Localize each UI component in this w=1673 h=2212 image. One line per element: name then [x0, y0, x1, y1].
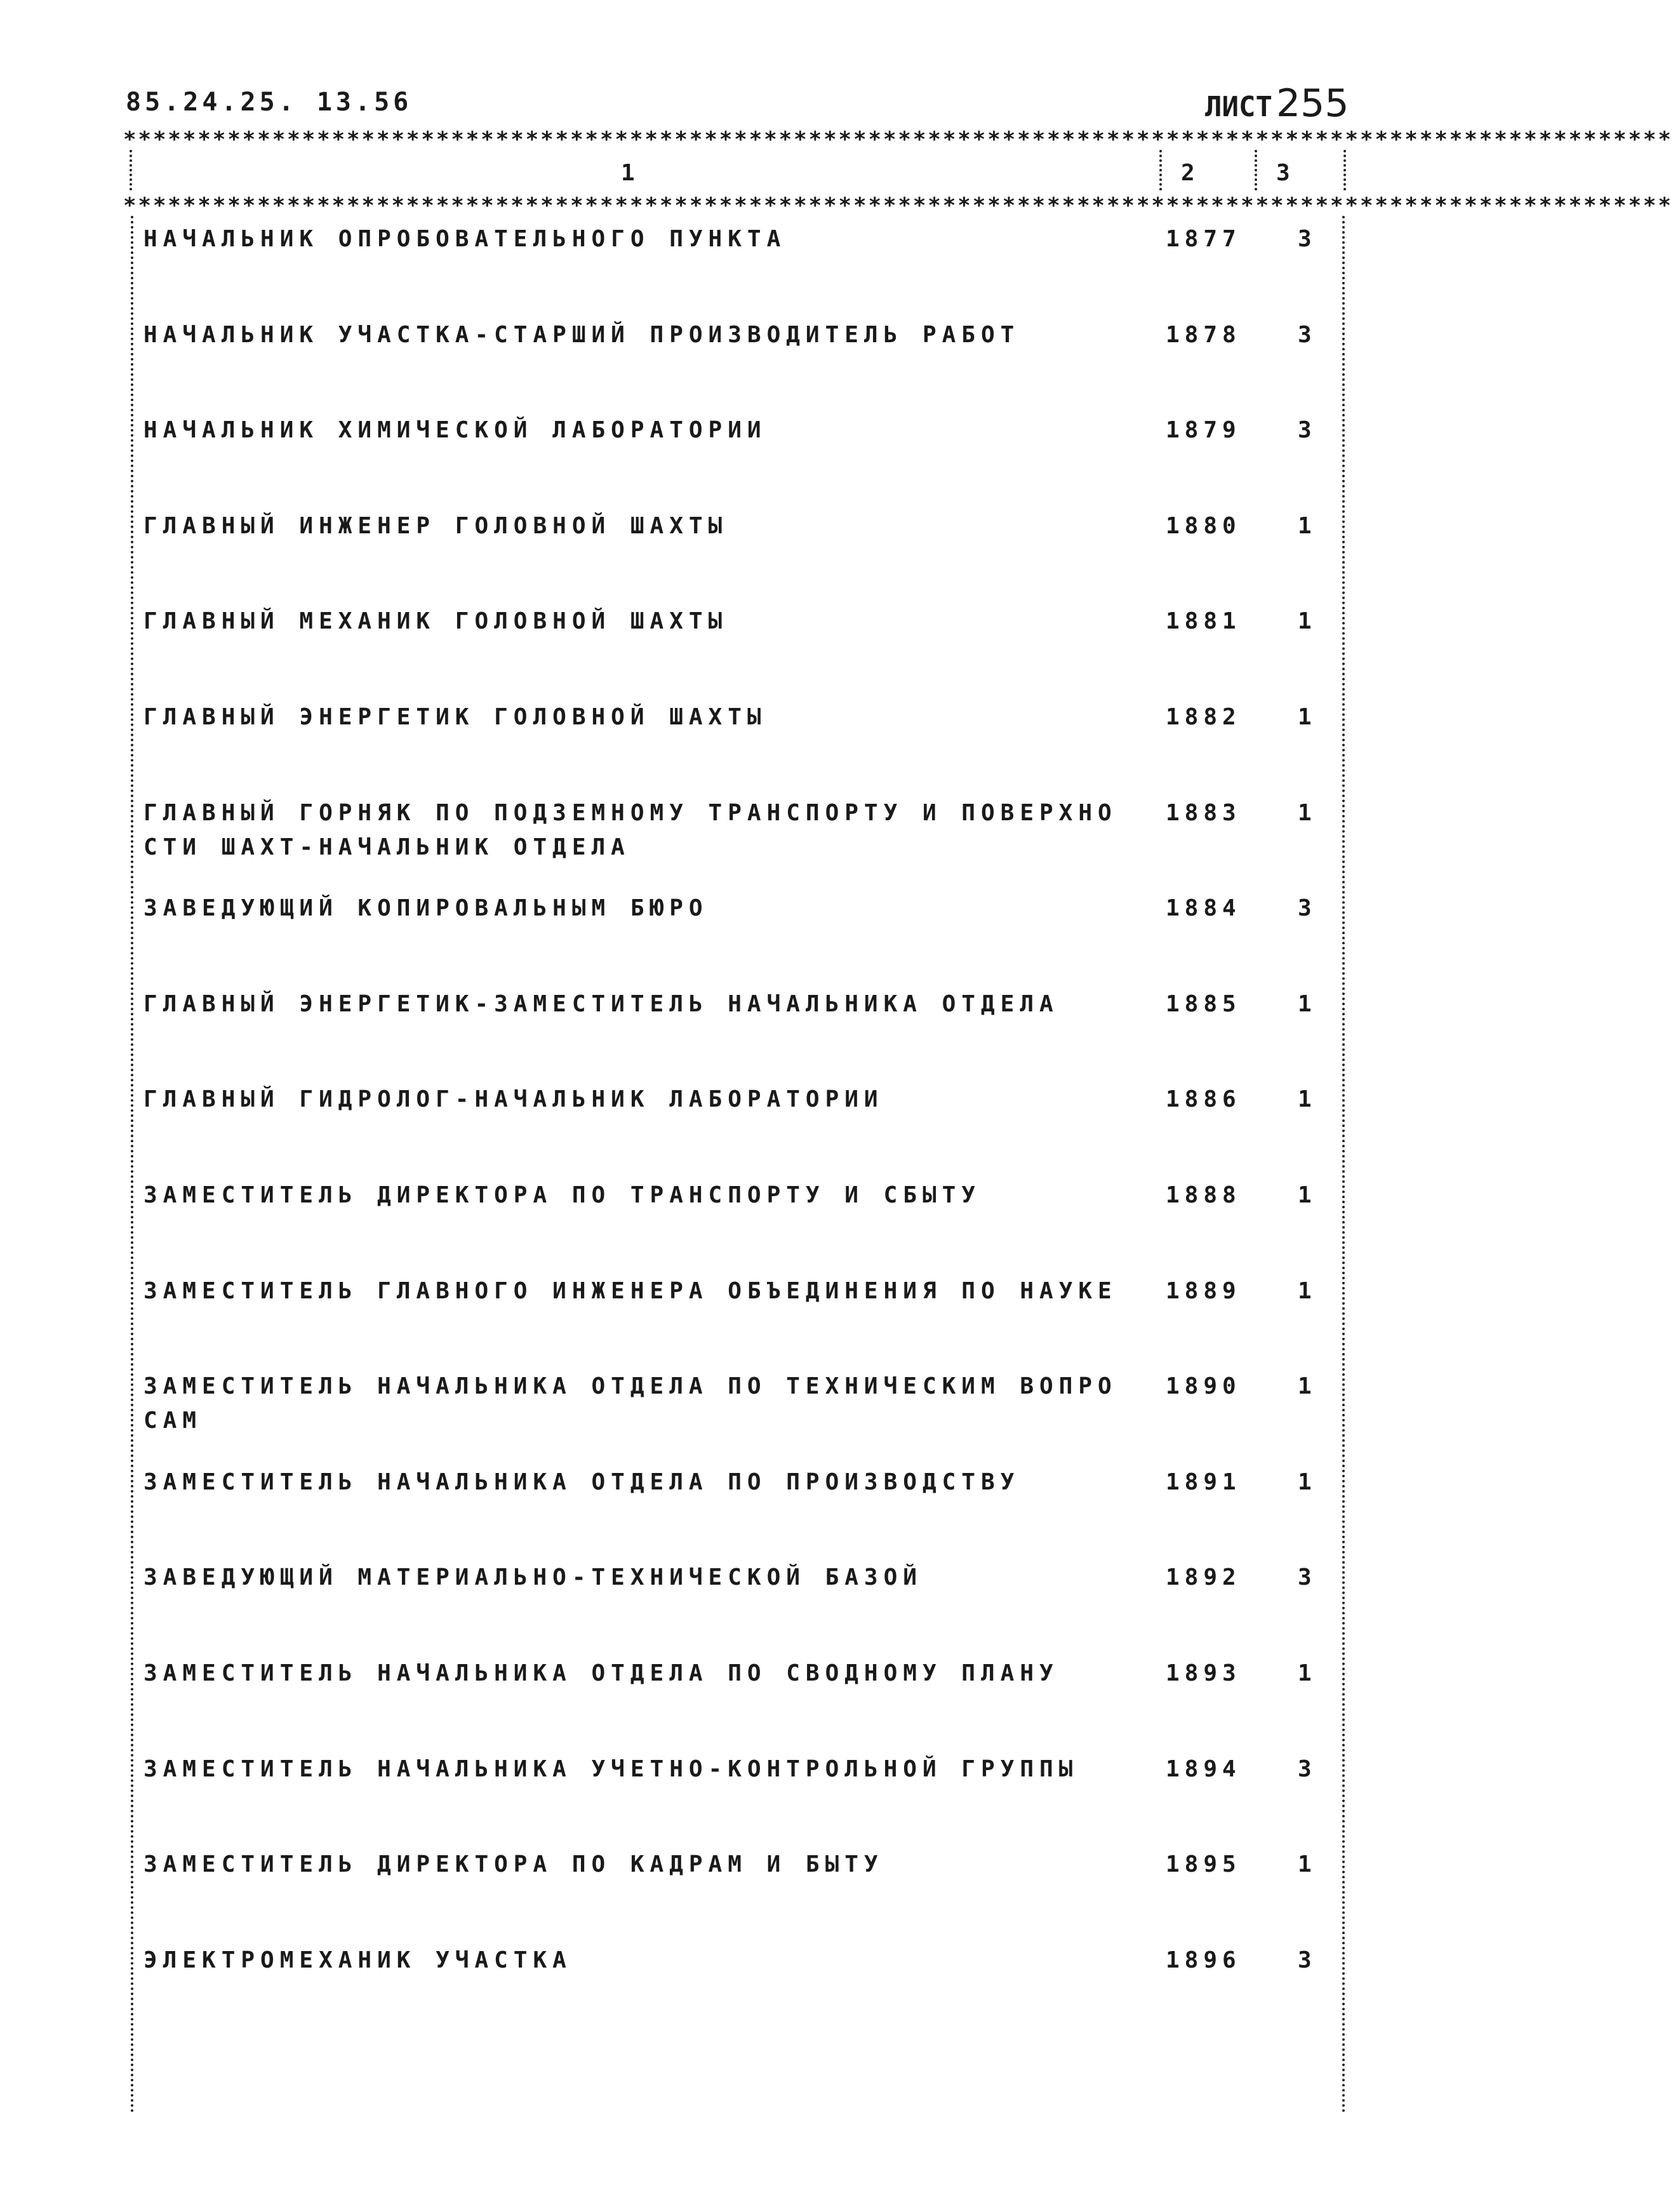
position-name: ГЛАВНЫЙ МЕХАНИК ГОЛОВНОЙ ШАХТЫ — [143, 608, 728, 634]
position-code: 1882 — [1166, 704, 1241, 730]
position-category: 1 — [1298, 1182, 1317, 1208]
position-category: 3 — [1298, 895, 1317, 921]
position-name: ЗАМЕСТИТЕЛЬ ДИРЕКТОРА ПО КАДРАМ И БЫТУ — [143, 1851, 884, 1877]
position-name: НАЧАЛЬНИК ХИМИЧЕСКОЙ ЛАБОРАТОРИИ — [143, 417, 767, 443]
column-header-2: 2 — [1181, 160, 1195, 186]
table-border-right — [1342, 216, 1345, 2114]
position-category: 1 — [1298, 608, 1317, 634]
position-name: ЗАМЕСТИТЕЛЬ НАЧАЛЬНИКА ОТДЕЛА ПО СВОДНОМУ ПЛАНУ — [143, 1660, 1059, 1686]
position-name: ЗАМЕСТИТЕЛЬ НАЧАЛЬНИКА УЧЕТНО-КОНТРОЛЬНОЙ ГРУППЫ — [143, 1756, 1079, 1782]
position-name: ГЛАВНЫЙ ГОРНЯК ПО ПОДЗЕМНОМУ ТРАНСПОРТУ И ПОВЕРХНО СТИ ШАХТ-НАЧАЛЬНИК ОТДЕЛА — [143, 800, 1117, 860]
position-code: 1877 — [1166, 226, 1241, 252]
table-border-left — [131, 216, 133, 2114]
position-category: 1 — [1298, 513, 1317, 539]
position-code: 1884 — [1166, 895, 1241, 921]
position-category: 1 — [1298, 1278, 1317, 1304]
position-name: НАЧАЛЬНИК ОПРОБОВАТЕЛЬНОГО ПУНКТА — [143, 226, 787, 252]
column-header-1: 1 — [621, 160, 635, 186]
position-category: 1 — [1298, 991, 1317, 1017]
position-code: 1880 — [1166, 513, 1241, 539]
position-category: 3 — [1298, 322, 1317, 348]
position-code: 1895 — [1166, 1851, 1241, 1877]
position-category: 3 — [1298, 1564, 1317, 1590]
position-category: 1 — [1298, 1660, 1317, 1686]
star-separator-top: ******************************************************************************************************** — [123, 127, 1673, 152]
position-code: 1889 — [1166, 1278, 1241, 1304]
position-name: ГЛАВНЫЙ ГИДРОЛОГ-НАЧАЛЬНИК ЛАБОРАТОРИИ — [143, 1086, 884, 1112]
position-name: ЗАВЕДУЮЩИЙ КОПИРОВАЛЬНЫМ БЮРО — [143, 895, 709, 921]
column-divider-2-3 — [1255, 150, 1257, 190]
position-name: ЗАМЕСТИТЕЛЬ НАЧАЛЬНИКА ОТДЕЛА ПО ПРОИЗВОДСТВУ — [143, 1469, 1020, 1495]
position-name: ЗАМЕСТИТЕЛЬ ДИРЕКТОРА ПО ТРАНСПОРТУ И СБЫТУ — [143, 1182, 981, 1208]
position-name: ЗАВЕДУЮЩИЙ МАТЕРИАЛЬНО-ТЕХНИЧЕСКОЙ БАЗОЙ — [143, 1564, 923, 1590]
position-category: 1 — [1298, 704, 1317, 730]
position-name: ГЛАВНЫЙ ЭНЕРГЕТИК ГОЛОВНОЙ ШАХТЫ — [143, 704, 767, 730]
position-category: 1 — [1298, 800, 1317, 826]
position-code: 1878 — [1166, 322, 1241, 348]
position-code: 1894 — [1166, 1756, 1241, 1782]
position-name: ЭЛЕКТРОМЕХАНИК УЧАСТКА — [143, 1947, 572, 1973]
position-name: ГЛАВНЫЙ ЭНЕРГЕТИК-ЗАМЕСТИТЕЛЬ НАЧАЛЬНИКА ОТДЕЛА — [143, 991, 1059, 1017]
position-code: 1885 — [1166, 991, 1241, 1017]
document-code: 85.24.25. 13.56 — [126, 88, 413, 117]
position-code: 1888 — [1166, 1182, 1241, 1208]
column-divider-1-2 — [1159, 150, 1162, 190]
position-name: ГЛАВНЫЙ ИНЖЕНЕР ГОЛОВНОЙ ШАХТЫ — [143, 513, 728, 539]
position-code: 1886 — [1166, 1086, 1241, 1112]
position-code: 1896 — [1166, 1947, 1241, 1973]
position-category: 3 — [1298, 417, 1317, 443]
column-divider-right — [1343, 150, 1346, 190]
position-code: 1892 — [1166, 1564, 1241, 1590]
position-category: 3 — [1298, 226, 1317, 252]
column-header-3: 3 — [1276, 160, 1290, 186]
position-name: ЗАМЕСТИТЕЛЬ НАЧАЛЬНИКА ОТДЕЛА ПО ТЕХНИЧЕСКИМ ВОПРО САМ — [143, 1373, 1117, 1434]
position-category: 1 — [1298, 1469, 1317, 1495]
position-name: НАЧАЛЬНИК УЧАСТКА-СТАРШИЙ ПРОИЗВОДИТЕЛЬ РАБОТ — [143, 322, 1020, 348]
sheet-label: ЛИСТ — [1205, 91, 1272, 123]
position-category: 1 — [1298, 1373, 1317, 1399]
position-code: 1890 — [1166, 1373, 1241, 1399]
column-divider-left — [130, 150, 132, 190]
position-code: 1879 — [1166, 417, 1241, 443]
position-name: ЗАМЕСТИТЕЛЬ ГЛАВНОГО ИНЖЕНЕРА ОБЪЕДИНЕНИЯ ПО НАУКЕ — [143, 1278, 1117, 1304]
star-separator-bottom: ******************************************************************************************************** — [123, 193, 1673, 218]
position-code: 1881 — [1166, 608, 1241, 634]
position-category: 3 — [1298, 1947, 1317, 1973]
sheet-indicator — [1205, 81, 1349, 126]
position-category: 3 — [1298, 1756, 1317, 1782]
position-category: 1 — [1298, 1086, 1317, 1112]
sheet-number: 255 — [1276, 81, 1349, 126]
position-code: 1891 — [1166, 1469, 1241, 1495]
position-code: 1883 — [1166, 800, 1241, 826]
position-code: 1893 — [1166, 1660, 1241, 1686]
position-category: 1 — [1298, 1851, 1317, 1877]
